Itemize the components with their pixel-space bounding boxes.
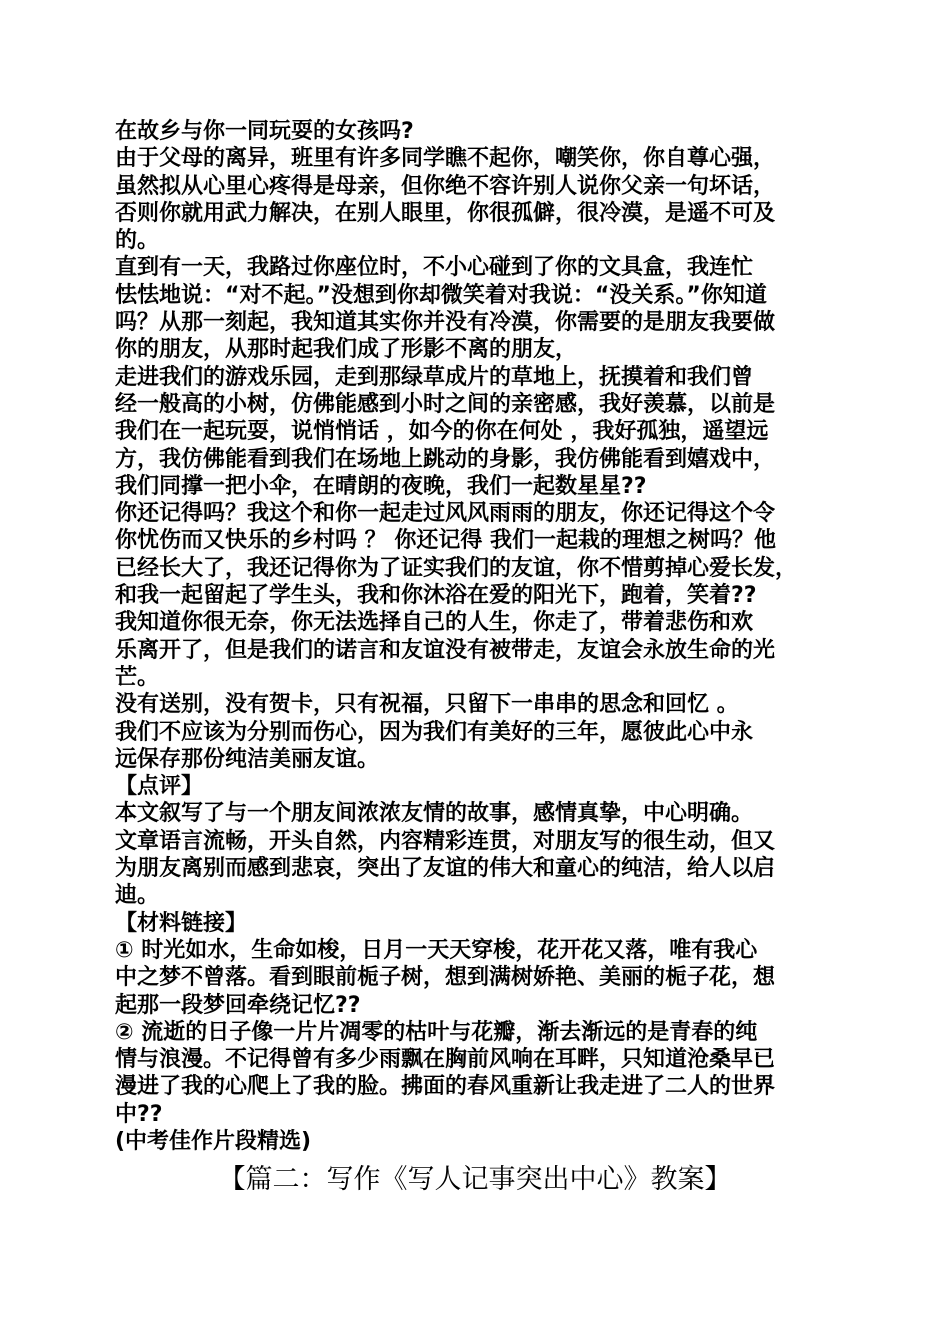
essay-body (115, 118, 845, 1155)
text-line: 情与浪漫。不记得曾有多少雨飘在胸前风响在耳畔，只知道沧桑早已 (115, 1047, 776, 1073)
text-line: 在故乡与你一同玩耍的女孩吗? (115, 119, 414, 144)
text-line: 文章语言流畅，开头自然，内容精彩连贯，对朋友写的很生动，但又 (115, 828, 776, 854)
text-line: 你忧伤而又快乐的乡村吗 ？ 你还记得 我们一起栽的理想之树吗？他 (115, 528, 776, 554)
text-line: 漫进了我的心爬上了我的脸。拂面的春风重新让我走进了二人的世界 (115, 1074, 776, 1100)
text-line: 由于父母的离异，班里有许多同学瞧不起你，嘲笑你，你自尊心强， (115, 146, 776, 172)
text-line: 你还记得吗？我这个和你一起走过风风雨雨的朋友，你还记得这个令 (115, 501, 776, 527)
text-line: (中考佳作片段精选) (115, 1128, 312, 1154)
text-line: 你的朋友，从那时起我们成了形影不离的朋友， (115, 337, 578, 363)
text-line: 的。 (115, 228, 160, 254)
text-line: 我知道你很无奈，你无法选择自己的人生，你走了，带着悲伤和欢 (115, 610, 754, 636)
text-line: 没有送别，没有贺卡，只有祝福，只留下一串串的思念和回忆 。 (115, 692, 739, 718)
text-line: 走进我们的游戏乐园，走到那绿草成片的草地上，抚摸着和我们曾 (115, 364, 754, 390)
text-line: 中?? (115, 1101, 163, 1127)
text-line: 起那一段梦回牵绕记忆?? (115, 992, 361, 1018)
text-line: 芒。 (115, 664, 160, 690)
text-line: 迪。 (115, 883, 160, 909)
text-line: 【材料链接】 (115, 910, 248, 936)
text-line: 乐离开了，但是我们的诺言和友谊没有被带走，友谊会永放生命的光 (115, 637, 776, 663)
section-title: 【篇二：写作《写人记事突出中心》教案】 (218, 1164, 732, 1195)
text-line: 本文叙写了与一个朋友间浓浓友情的故事，感情真挚，中心明确。 (115, 801, 754, 827)
text-line: 方，我仿佛能看到我们在场地上跳动的身影，我仿佛能看到嬉戏中， (115, 446, 776, 472)
text-line: 远保存那份纯洁美丽友谊。 (115, 746, 380, 772)
text-line: 我们同撑一把小伞，在晴朗的夜晚，我们一起数星星?? (115, 473, 647, 499)
text-line: ② 流逝的日子像一片片凋零的枯叶与花瓣，渐去渐远的是青春的纯 (115, 1019, 758, 1045)
text-line: 我们不应该为分别而伤心，因为我们有美好的三年，愿彼此心中永 (115, 719, 754, 745)
text-line: 和我一起留起了学生头，我和你沐浴在爱的阳光下，跑着，笑着?? (115, 583, 757, 609)
text-line: ① 时光如水，生命如梭，日月一天天穿梭，花开花又落，唯有我心 (115, 937, 758, 963)
text-line: 经一般高的小树，仿佛能感到小时之间的亲密感，我好羡慕，以前是 (115, 391, 776, 417)
text-line: 为朋友离别而感到悲哀，突出了友谊的伟大和童心的纯洁，给人以启 (115, 856, 776, 882)
text-line: 【点评】 (115, 774, 204, 800)
text-line: 直到有一天，我路过你座位时，不小心碰到了你的文具盒，我连忙 (115, 255, 754, 281)
text-line: 中之梦不曾落。看到眼前栀子树，想到满树娇艳、美丽的栀子花，想 (115, 965, 776, 991)
text-line: 虽然拟从心里心疼得是母亲，但你绝不容许别人说你父亲一句坏话， (115, 173, 776, 199)
text-line: 否则你就用武力解决，在别人眼里，你很孤僻，很冷漠，是遥不可及 (115, 200, 776, 226)
text-line: 吗？从那一刻起，我知道其实你并没有冷漠，你需要的是朋友我要做 (115, 310, 776, 336)
text-line: 已经长大了，我还记得你为了证实我们的友谊，你不惜剪掉心爱长发， (115, 555, 798, 581)
text-line: 怯怯地说：“对不起。”没想到你却微笑着对我说：“没关系。”你知道 (115, 282, 767, 308)
text-line: 我们在一起玩耍，说悄悄话 ，如今的你在何处 ，我好孤独，遥望远 (115, 419, 769, 445)
